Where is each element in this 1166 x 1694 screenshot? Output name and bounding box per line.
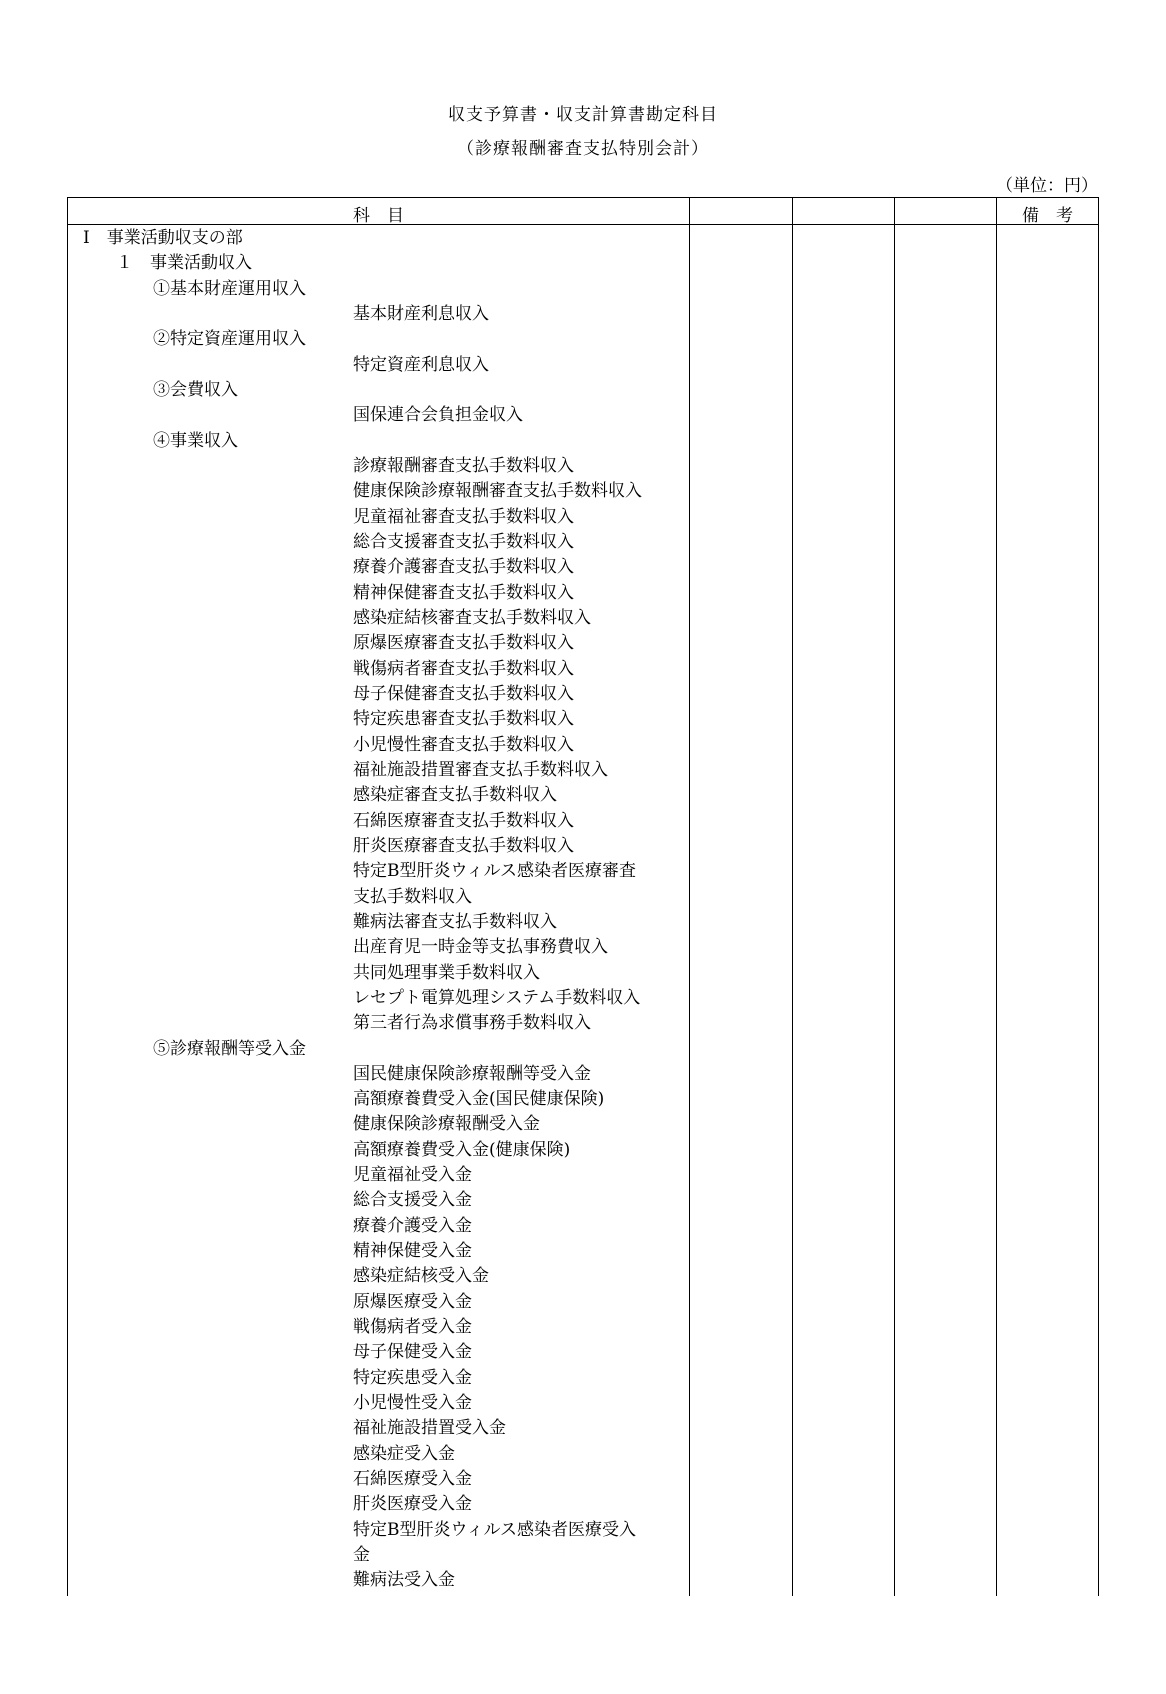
header-remarks: 備 考 — [1022, 206, 1073, 226]
account-row: ④事業収入 — [153, 430, 238, 451]
account-row: 総合支援受入金 — [353, 1190, 472, 1211]
account-row: 総合支援審査支払手数料収入 — [353, 531, 574, 552]
account-row: 療養介護受入金 — [353, 1215, 472, 1236]
account-row: 感染症結核受入金 — [353, 1266, 489, 1287]
account-row: 原爆医療受入金 — [353, 1291, 472, 1312]
account-row: 診療報酬審査支払手数料収入 — [353, 455, 574, 476]
account-row: 高額療養費受入金(健康保険) — [353, 1139, 571, 1160]
account-row: １ 事業活動収入 — [116, 253, 252, 274]
document-title: 収支予算書・収支計算書勘定科目 — [448, 105, 718, 125]
accounts-table — [67, 197, 1099, 1596]
account-row: 金 — [353, 1545, 370, 1566]
account-row: 特定疾患受入金 — [353, 1367, 472, 1388]
account-row: 療養介護審査支払手数料収入 — [353, 557, 574, 578]
header-subject: 科 目 — [353, 206, 404, 226]
account-row: 精神保健受入金 — [353, 1241, 472, 1262]
account-row: 肝炎医療審査支払手数料収入 — [353, 835, 574, 856]
account-row: ⑤診療報酬等受入金 — [153, 1038, 306, 1059]
account-row: ②特定資産運用収入 — [153, 329, 306, 350]
account-row: 感染症受入金 — [353, 1443, 455, 1464]
account-row: 健康保険診療報酬受入金 — [353, 1114, 540, 1135]
account-list — [68, 226, 689, 1594]
account-row: 第三者行為求償事務手数料収入 — [353, 1013, 591, 1034]
account-row: 健康保険診療報酬審査支払手数料収入 — [353, 481, 642, 502]
account-row: 国民健康保険診療報酬等受入金 — [353, 1063, 591, 1084]
account-row: 石綿医療受入金 — [353, 1469, 472, 1490]
account-row: 原爆医療審査支払手数料収入 — [353, 633, 574, 654]
column-divider — [996, 198, 997, 1596]
unit-label: （単位：円） — [996, 176, 1098, 196]
account-row: 福祉施設措置受入金 — [353, 1418, 506, 1439]
column-divider — [894, 198, 895, 1596]
account-row: 精神保健審査支払手数料収入 — [353, 582, 574, 603]
account-row: 児童福祉審査支払手数料収入 — [353, 506, 574, 527]
account-row: 難病法審査支払手数料収入 — [353, 911, 557, 932]
account-row: 感染症審査支払手数料収入 — [353, 785, 557, 806]
account-row: 支払手数料収入 — [353, 886, 472, 907]
account-row: 児童福祉受入金 — [353, 1165, 472, 1186]
account-row: 母子保健審査支払手数料収入 — [353, 683, 574, 704]
account-row: 母子保健受入金 — [353, 1342, 472, 1363]
document-subtitle: （診療報酬審査支払特別会計） — [457, 139, 709, 159]
account-row: 特定疾患審査支払手数料収入 — [353, 709, 574, 730]
column-divider — [689, 198, 690, 1596]
account-row: 国保連合会負担金収入 — [353, 405, 523, 426]
account-row: 共同処理事業手数料収入 — [353, 962, 540, 983]
account-row: 出産育児一時金等支払事務費収入 — [353, 937, 608, 958]
account-row: Ⅰ 事業活動収支の部 — [83, 228, 243, 248]
column-divider — [792, 198, 793, 1596]
account-row: 福祉施設措置審査支払手数料収入 — [353, 759, 608, 780]
account-row: ①基本財産運用収入 — [153, 278, 306, 299]
account-row: 特定B型肝炎ウィルス感染者医療受入 — [353, 1519, 636, 1540]
account-row: 小児慢性受入金 — [353, 1393, 472, 1414]
account-row: ③会費収入 — [153, 379, 238, 400]
account-row: 高額療養費受入金(国民健康保険) — [353, 1089, 605, 1110]
account-row: 肝炎医療受入金 — [353, 1494, 472, 1515]
account-row: 難病法受入金 — [353, 1570, 455, 1591]
account-row: 基本財産利息収入 — [353, 303, 489, 324]
account-row: 特定B型肝炎ウィルス感染者医療審査 — [353, 861, 636, 882]
account-row: 石綿医療審査支払手数料収入 — [353, 810, 574, 831]
account-row: レセプト電算処理システム手数料収入 — [353, 987, 641, 1008]
account-row: 戦傷病者受入金 — [353, 1317, 472, 1338]
account-row: 感染症結核審査支払手数料収入 — [353, 607, 591, 628]
account-row: 小児慢性審査支払手数料収入 — [353, 734, 574, 755]
account-row: 戦傷病者審査支払手数料収入 — [353, 658, 574, 679]
account-row: 特定資産利息収入 — [353, 354, 489, 375]
